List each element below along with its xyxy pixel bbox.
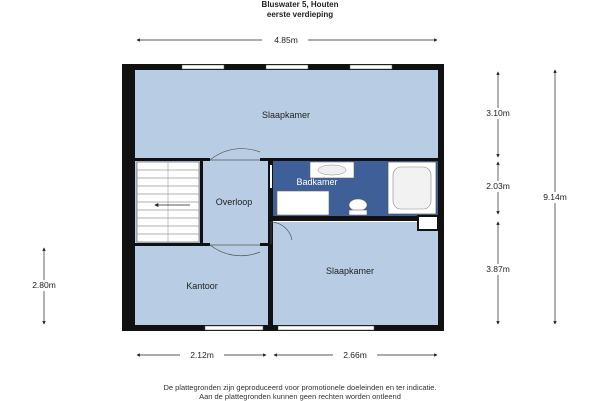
label-slaapkamer-top: Slaapkamer xyxy=(261,110,311,120)
sink-bowl xyxy=(318,165,346,175)
dim-bottom-right: 2.66m xyxy=(343,350,367,360)
dim-right-top: 3.10m xyxy=(486,108,510,118)
toilet xyxy=(349,199,367,211)
dim-right-total: 9.14m xyxy=(543,192,567,202)
window-top-2 xyxy=(266,65,308,69)
dim-right-mid: 2.03m xyxy=(486,181,510,191)
shower xyxy=(277,191,329,215)
window-top-1 xyxy=(182,65,224,69)
label-slaapkamer-bottom: Slaapkamer xyxy=(325,266,375,276)
disclaimer-line-1: De plattegronden zijn geproduceerd voor promotionele doeleinden en ter indicatie. xyxy=(163,383,437,392)
window-top-3 xyxy=(350,65,392,69)
wall-left xyxy=(122,64,135,331)
dim-left: 2.80m xyxy=(32,280,56,290)
label-kantoor: Kantoor xyxy=(186,281,218,291)
wall-bath-bottom xyxy=(273,216,418,221)
dim-bottom-left: 2.12m xyxy=(190,350,214,360)
wall-interior-h2 xyxy=(135,243,210,246)
wall-interior-h1 xyxy=(135,158,210,161)
floor-title: eerste verdieping xyxy=(266,10,334,19)
wall-stair xyxy=(200,160,203,245)
window-bottom-2 xyxy=(278,326,374,330)
label-overloop: Overloop xyxy=(215,197,253,207)
shaft xyxy=(418,216,438,230)
wall-right xyxy=(438,64,444,331)
bathtub-inner xyxy=(393,167,431,209)
address-title: Bluswater 5, Houten xyxy=(261,0,339,9)
toilet-tank xyxy=(349,210,367,215)
label-badkamer: Badkamer xyxy=(296,177,338,187)
wall-interior-h1b xyxy=(260,158,438,161)
dim-right-bottom: 3.87m xyxy=(486,264,510,274)
disclaimer-line-2: Aan de plattegronden kunnen geen rechten worden ontleend xyxy=(199,392,401,401)
window-bottom-1 xyxy=(205,326,263,330)
dim-top-width: 4.85m xyxy=(274,35,298,45)
wall-interior-h2b xyxy=(260,243,268,246)
